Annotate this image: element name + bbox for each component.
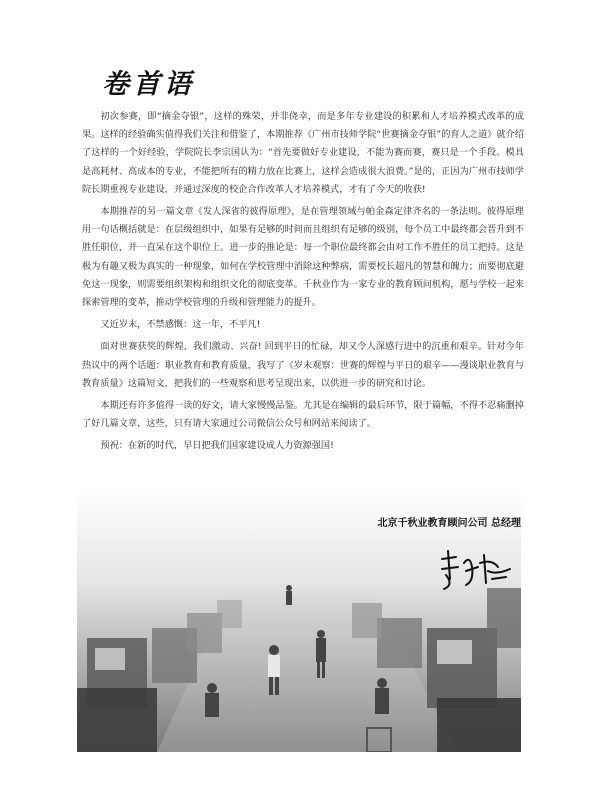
paragraph-5: 本期还有许多值得一读的好文，请大家慢慢品鉴。尤其是在编辑的最后环节，限于篇幅，不得不忍痛删掉了好几篇文章，这些，只有请大家通过公司微信公众号和网站来阅读了。 — [82, 400, 524, 430]
page-title: 卷首语 — [102, 69, 195, 100]
paragraph-2: 本期推荐的另一篇文章《发人深省的彼得原理》，是在管理领域与帕金森定律齐名的一条法则。彼得原理用一句话概括就是：在层级组织中，如果有足够的时间而且组织有足够的级别，每个员工中最终都会晋升到不胜任职位，并一直呆在这个职位上。进一步的推论是：每一个职位最终都会由对工作不胜任的员工把持。这是极为有趣又极为真实的一种现象，如何在学校管理中消除这种弊病，需要校长超凡的智慧和魄力；而要彻底避免这一现象，则需要组织架构和组织文化的彻底变革。千秋业作为一家专业的教育顾问机构，愿与学校一起来探索管理的变革，推动学校管理的升级和管理能力的提升。 — [82, 206, 524, 309]
signature-company-title: 北京千秋业教育顾问公司 总经理 — [377, 518, 521, 529]
paragraph-6: 预祝：在新的时代，早日把我们国家建设成人力资源强国! — [100, 440, 334, 452]
editorial-body — [82, 108, 524, 460]
paragraph-4: 面对世赛获奖的辉煌，我们激动、兴奋! 回到平日的忙碌，却又令人深感行进中的沉重和艰辛。针对今年热议中的两个话题：职业教育和教育质量，我写了《岁末观察：世赛的辉煌与平日的艰辛——漫谈职业教育与教育质量》这篇短文，把我们的一些观察和思考呈现出来，以供进一步的研究和讨论。 — [82, 341, 524, 389]
paragraph-1: 初次参赛，即“摘金夺银”，这样的殊荣，并非侥幸，而是多年专业建设的积累和人才培养模式改革的成果。这样的经验确实值得我们关注和借鉴了，本期推荐《广州市技师学院“世赛摘金夺银”的育人之道》就介绍了这样的一个好经验，学院院长李宗国认为：“首先要做好专业建设，不能为赛而赛，赛只是一个手段。模具是高耗材、高成本的专业，不能把所有的精力放在比赛上，这样会造成很大浪费。”是的，正因为广州市技师学院长期重视专业建设，并通过深度的校企合作改革人才培养模式，才有了今天的收获! — [82, 111, 524, 195]
paragraph-3: 又近岁末，不禁感慨：这一年，不平凡! — [100, 319, 261, 331]
handwritten-signature — [436, 545, 516, 595]
